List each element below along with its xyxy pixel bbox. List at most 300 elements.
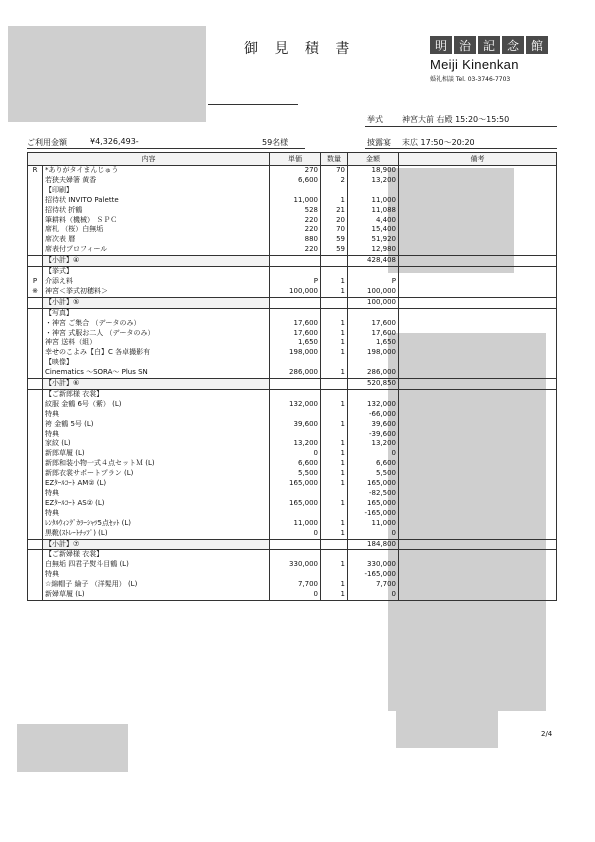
item-name: 特典	[43, 509, 270, 519]
quantity: 70	[321, 166, 348, 176]
quantity: 1	[321, 400, 348, 410]
logo-char: 念	[502, 36, 524, 54]
quantity: 1	[321, 499, 348, 509]
table-row	[28, 308, 557, 318]
unit-price: 220	[270, 245, 321, 255]
item-name: 招待状 INVITO Palette	[43, 196, 270, 206]
unit-price: 6,600	[270, 459, 321, 469]
item-name: 新婦草履 (L)	[43, 590, 270, 600]
note	[399, 166, 557, 176]
quantity	[321, 256, 348, 267]
item-name: 【小計】⑦	[43, 539, 270, 550]
quantity	[321, 489, 348, 499]
row-mark	[28, 469, 43, 479]
note	[399, 348, 557, 358]
table-row	[28, 348, 557, 358]
unit-price: 286,000	[270, 368, 321, 378]
logo-char: 記	[478, 36, 500, 54]
row-mark	[28, 519, 43, 529]
note	[399, 206, 557, 216]
amount: 0	[348, 590, 399, 600]
item-name: 特典	[43, 410, 270, 420]
quantity	[321, 410, 348, 420]
unit-price: 0	[270, 449, 321, 459]
row-mark	[28, 308, 43, 318]
row-mark: ※	[28, 287, 43, 297]
row-mark	[28, 570, 43, 580]
column-header-amount: 金額	[348, 153, 399, 166]
table-row	[28, 235, 557, 245]
note	[399, 267, 557, 277]
table-row	[28, 489, 557, 499]
total-label: ご利用金額	[27, 138, 67, 147]
unit-price: P	[270, 277, 321, 287]
unit-price: 220	[270, 225, 321, 235]
item-name: EZﾀｰﾙｺｰﾄ AS② (L)	[43, 499, 270, 509]
table-row	[28, 519, 557, 529]
amount: -39,600	[348, 430, 399, 440]
item-name: 特典	[43, 430, 270, 440]
note	[399, 287, 557, 297]
logo-char: 明	[430, 36, 452, 54]
table-row	[28, 479, 557, 489]
subtotal-row	[28, 297, 557, 308]
amount: 39,600	[348, 420, 399, 430]
amount: 13,200	[348, 439, 399, 449]
amount	[348, 389, 399, 399]
amount: 11,088	[348, 206, 399, 216]
quantity: 1	[321, 319, 348, 329]
quantity: 1	[321, 277, 348, 287]
table-row	[28, 560, 557, 570]
row-mark	[28, 529, 43, 539]
amount: -165,000	[348, 509, 399, 519]
row-mark	[28, 379, 43, 390]
amount	[348, 358, 399, 368]
item-name: 新郎衣裳サポートプラン (L)	[43, 469, 270, 479]
amount: 1,650	[348, 338, 399, 348]
amount: 7,700	[348, 580, 399, 590]
item-name: 白無垢 四君子熨斗目鶴 (L)	[43, 560, 270, 570]
note	[399, 539, 557, 550]
row-mark	[28, 319, 43, 329]
reception-underline	[365, 148, 557, 149]
note	[399, 319, 557, 329]
table-row	[28, 186, 557, 196]
row-mark: R	[28, 166, 43, 176]
row-mark	[28, 509, 43, 519]
unit-price	[270, 430, 321, 440]
amount: 428,408	[348, 256, 399, 267]
unit-price	[270, 186, 321, 196]
quantity: 1	[321, 479, 348, 489]
amount: -66,000	[348, 410, 399, 420]
unit-price	[270, 539, 321, 550]
quantity: 1	[321, 420, 348, 430]
unit-price	[270, 570, 321, 580]
amount: -165,000	[348, 570, 399, 580]
quantity	[321, 509, 348, 519]
amount: 330,000	[348, 560, 399, 570]
note	[399, 509, 557, 519]
quantity: 1	[321, 338, 348, 348]
row-mark	[28, 338, 43, 348]
row-mark	[28, 368, 43, 378]
unit-price: 220	[270, 216, 321, 226]
row-mark	[28, 439, 43, 449]
table-row	[28, 499, 557, 509]
unit-price: 880	[270, 235, 321, 245]
note	[399, 329, 557, 339]
amount: 100,000	[348, 287, 399, 297]
unit-price: 100,000	[270, 287, 321, 297]
note	[399, 297, 557, 308]
document-title: 御 見 積 書	[244, 41, 356, 57]
subtotal-row	[28, 539, 557, 550]
quantity: 1	[321, 590, 348, 600]
table-row	[28, 329, 557, 339]
row-mark	[28, 348, 43, 358]
note	[399, 308, 557, 318]
quantity: 1	[321, 196, 348, 206]
item-name: 介添え料	[43, 277, 270, 287]
item-name: 【ご新婦様 衣裳】	[43, 550, 270, 560]
item-name: 幸せのこよみ【白】C 各卓撮影有	[43, 348, 270, 358]
note	[399, 590, 557, 600]
item-name: 神宮＜挙式初穂料＞	[43, 287, 270, 297]
reception-label: 披露宴	[367, 138, 391, 147]
amount	[348, 186, 399, 196]
row-mark	[28, 225, 43, 235]
table-row	[28, 245, 557, 255]
note	[399, 368, 557, 378]
quantity: 2	[321, 176, 348, 186]
note	[399, 235, 557, 245]
quantity	[321, 308, 348, 318]
amount: 520,850	[348, 379, 399, 390]
unit-price: 270	[270, 166, 321, 176]
redacted-block	[8, 26, 206, 122]
note	[399, 256, 557, 267]
unit-price: 17,600	[270, 329, 321, 339]
unit-price	[270, 550, 321, 560]
item-name: 紋服 金鶴 6号（紫） (L)	[43, 400, 270, 410]
quantity: 1	[321, 449, 348, 459]
unit-price: 7,700	[270, 580, 321, 590]
unit-price	[270, 267, 321, 277]
redacted-block	[17, 724, 128, 772]
column-header-name: 内容	[28, 153, 270, 166]
table-row	[28, 319, 557, 329]
item-name: 【写真】	[43, 308, 270, 318]
row-mark	[28, 389, 43, 399]
ceremony-label: 挙式	[367, 115, 383, 124]
row-mark	[28, 358, 43, 368]
item-name: 【印刷】	[43, 186, 270, 196]
row-mark	[28, 430, 43, 440]
row-mark	[28, 499, 43, 509]
item-name: 特典	[43, 489, 270, 499]
estimate-table	[27, 152, 557, 601]
note	[399, 580, 557, 590]
quantity: 1	[321, 368, 348, 378]
table-row	[28, 358, 557, 368]
table-row	[28, 420, 557, 430]
table-row	[28, 277, 557, 287]
unit-price: 0	[270, 590, 321, 600]
quantity: 70	[321, 225, 348, 235]
subtotal-row	[28, 256, 557, 267]
quantity: 1	[321, 459, 348, 469]
row-mark	[28, 400, 43, 410]
item-name: 席次表 暦	[43, 235, 270, 245]
unit-price: 39,600	[270, 420, 321, 430]
table-row	[28, 216, 557, 226]
table-row	[28, 368, 557, 378]
table-row	[28, 196, 557, 206]
item-name: 特典	[43, 570, 270, 580]
item-name: 席表付プロフィール	[43, 245, 270, 255]
item-name: ・神宮 式服お二人 （データのみ）	[43, 329, 270, 339]
unit-price	[270, 308, 321, 318]
unit-price	[270, 389, 321, 399]
unit-price: 165,000	[270, 479, 321, 489]
amount: 165,000	[348, 499, 399, 509]
note	[399, 529, 557, 539]
note	[399, 358, 557, 368]
item-name: 黒靴(ｽﾄﾚｰﾄﾁｯﾌﾟ) (L)	[43, 529, 270, 539]
company-logo	[430, 36, 560, 83]
unit-price	[270, 256, 321, 267]
column-header-qty: 数量	[321, 153, 348, 166]
table-row	[28, 206, 557, 216]
logo-char: 館	[526, 36, 548, 54]
table-row	[28, 459, 557, 469]
note	[399, 550, 557, 560]
note	[399, 245, 557, 255]
amount: -82,500	[348, 489, 399, 499]
quantity: 59	[321, 235, 348, 245]
table-row	[28, 509, 557, 519]
quantity	[321, 570, 348, 580]
amount: 6,600	[348, 459, 399, 469]
total-underline	[27, 148, 305, 149]
note	[399, 489, 557, 499]
logo-contact: 婚礼相談 Tel. 03-3746-7703	[430, 76, 511, 83]
row-mark	[28, 449, 43, 459]
unit-price: 5,500	[270, 469, 321, 479]
table-row	[28, 570, 557, 580]
item-name: *ありがタイまんじゅう	[43, 166, 270, 176]
unit-price: 11,000	[270, 519, 321, 529]
amount: 100,000	[348, 297, 399, 308]
logo-kanji	[430, 36, 560, 54]
note	[399, 410, 557, 420]
note	[399, 186, 557, 196]
note	[399, 519, 557, 529]
ceremony-value: 神宮大前 右殿 15:20〜15:50	[402, 115, 510, 124]
quantity	[321, 539, 348, 550]
unit-price: 0	[270, 529, 321, 539]
amount: 132,000	[348, 400, 399, 410]
item-name: 袴 金鶴 5号 (L)	[43, 420, 270, 430]
row-mark	[28, 256, 43, 267]
table-row	[28, 225, 557, 235]
quantity	[321, 389, 348, 399]
total-amount: ¥4,326,493-	[90, 137, 139, 146]
table-row	[28, 287, 557, 297]
quantity	[321, 297, 348, 308]
unit-price: 330,000	[270, 560, 321, 570]
table-row	[28, 410, 557, 420]
row-mark	[28, 196, 43, 206]
amount: 0	[348, 449, 399, 459]
note	[399, 216, 557, 226]
item-name: 【ご新郎様 衣裳】	[43, 389, 270, 399]
note	[399, 379, 557, 390]
item-name: 新郎草履 (L)	[43, 449, 270, 459]
table-row	[28, 550, 557, 560]
row-mark	[28, 420, 43, 430]
amount: 51,920	[348, 235, 399, 245]
amount	[348, 550, 399, 560]
item-name: 筆耕料（機械） ＳＰＣ	[43, 216, 270, 226]
unit-price: 165,000	[270, 499, 321, 509]
unit-price	[270, 379, 321, 390]
amount: 286,000	[348, 368, 399, 378]
table-row	[28, 469, 557, 479]
quantity: 1	[321, 348, 348, 358]
item-name: 若狭夫婦箸 黄香	[43, 176, 270, 186]
row-mark: P	[28, 277, 43, 287]
note	[399, 430, 557, 440]
note	[399, 449, 557, 459]
unit-price: 132,000	[270, 400, 321, 410]
item-name: 神宮 送料（組）	[43, 338, 270, 348]
amount: 4,400	[348, 216, 399, 226]
logo-name-en: Meiji Kinenkan	[430, 57, 519, 72]
row-mark	[28, 410, 43, 420]
item-name: 【小計】⑥	[43, 379, 270, 390]
amount	[348, 267, 399, 277]
note	[399, 196, 557, 206]
amount: 165,000	[348, 479, 399, 489]
unit-price: 198,000	[270, 348, 321, 358]
unit-price: 1,650	[270, 338, 321, 348]
table-row	[28, 176, 557, 186]
quantity: 59	[321, 245, 348, 255]
row-mark	[28, 479, 43, 489]
table-row	[28, 590, 557, 600]
table-row	[28, 449, 557, 459]
unit-price	[270, 297, 321, 308]
unit-price: 528	[270, 206, 321, 216]
item-name: 招待状 折鶴	[43, 206, 270, 216]
quantity: 20	[321, 216, 348, 226]
amount: 5,500	[348, 469, 399, 479]
page-number: 2/4	[541, 730, 553, 738]
row-mark	[28, 216, 43, 226]
table-body	[28, 166, 557, 601]
column-header-price: 単価	[270, 153, 321, 166]
guest-count: 59名様	[262, 138, 289, 147]
amount: 18,900	[348, 166, 399, 176]
table-row	[28, 529, 557, 539]
amount: 198,000	[348, 348, 399, 358]
quantity: 1	[321, 580, 348, 590]
table-row	[28, 389, 557, 399]
row-mark	[28, 489, 43, 499]
item-name: 【挙式】	[43, 267, 270, 277]
row-mark	[28, 206, 43, 216]
item-name: EZﾀｰﾙｺｰﾄ AM② (L)	[43, 479, 270, 489]
table-row	[28, 439, 557, 449]
unit-price: 13,200	[270, 439, 321, 449]
row-mark	[28, 235, 43, 245]
note	[399, 338, 557, 348]
amount: 15,400	[348, 225, 399, 235]
row-mark	[28, 267, 43, 277]
quantity: 1	[321, 329, 348, 339]
item-name: 【小計】④	[43, 256, 270, 267]
unit-price	[270, 410, 321, 420]
column-header-note: 備考	[399, 153, 557, 166]
table-row	[28, 430, 557, 440]
item-name: 【小計】⑤	[43, 297, 270, 308]
row-mark	[28, 550, 43, 560]
note	[399, 400, 557, 410]
amount: 17,600	[348, 319, 399, 329]
note	[399, 469, 557, 479]
row-mark	[28, 580, 43, 590]
note	[399, 389, 557, 399]
note	[399, 459, 557, 469]
address-underline	[208, 104, 298, 105]
item-name: ﾚﾝﾀﾙｳｨﾝｸﾞｶﾗｰｼｬﾂ5点ｾｯﾄ (L)	[43, 519, 270, 529]
row-mark	[28, 459, 43, 469]
table-row	[28, 338, 557, 348]
row-mark	[28, 329, 43, 339]
amount: 12,980	[348, 245, 399, 255]
quantity	[321, 379, 348, 390]
amount: 184,800	[348, 539, 399, 550]
amount	[348, 308, 399, 318]
quantity: 1	[321, 560, 348, 570]
amount: 0	[348, 529, 399, 539]
row-mark	[28, 176, 43, 186]
item-name: ・神宮 ご集合 （データのみ）	[43, 319, 270, 329]
subtotal-row	[28, 379, 557, 390]
unit-price	[270, 489, 321, 499]
quantity	[321, 186, 348, 196]
table-header-row	[28, 153, 557, 166]
item-name: 席札 （桜）白無垢	[43, 225, 270, 235]
ceremony-underline	[365, 126, 557, 127]
unit-price	[270, 509, 321, 519]
quantity	[321, 550, 348, 560]
note	[399, 439, 557, 449]
note	[399, 560, 557, 570]
amount: P	[348, 277, 399, 287]
note	[399, 499, 557, 509]
quantity: 1	[321, 529, 348, 539]
quantity: 1	[321, 287, 348, 297]
reception-value: 末広 17:50〜20:20	[402, 138, 475, 147]
table-row	[28, 166, 557, 176]
note	[399, 225, 557, 235]
unit-price: 17,600	[270, 319, 321, 329]
note	[399, 420, 557, 430]
